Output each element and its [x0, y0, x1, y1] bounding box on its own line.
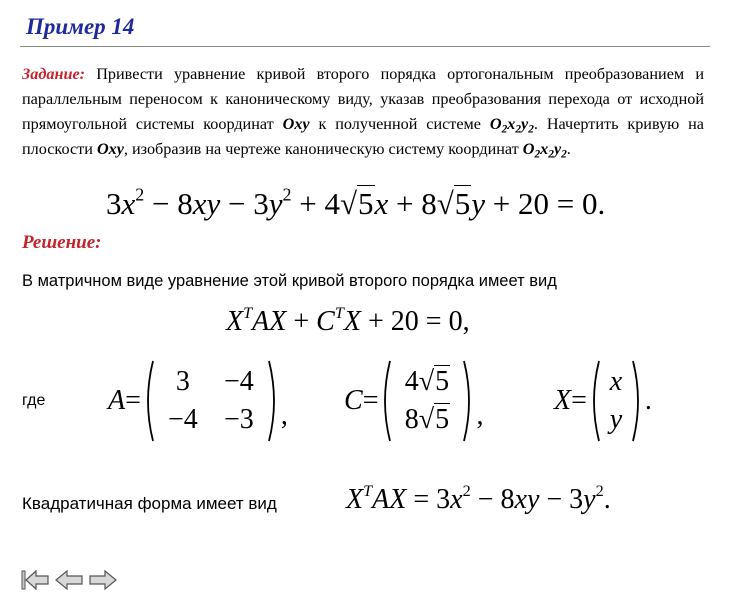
- back-to-start-button[interactable]: [20, 568, 50, 592]
- right-paren-icon: [462, 359, 476, 443]
- curve-equation: $3x^2 - 8xy - 3y^2 + 4√5x + 8√5y + 20 = 0$.: [106, 184, 606, 221]
- matrix-c-cell: 4√5: [404, 366, 450, 397]
- back-to-start-icon: [20, 568, 50, 592]
- task-system-2: $O_2x_2y_2$: [522, 140, 567, 161]
- matrix-x-cells: [601, 366, 631, 436]
- left-paren-icon: [378, 359, 392, 443]
- matrix-x-cell: x: [609, 366, 623, 397]
- matrix-equation: $X^TAX + C^TX + 20 = 0$,: [226, 303, 470, 337]
- task-text-2: к полученной системе: [309, 115, 490, 133]
- next-icon: [88, 568, 118, 592]
- previous-button[interactable]: [54, 568, 84, 592]
- task-system-1: $O_2x_2y_2$: [489, 115, 534, 136]
- matrix-c-name: C: [344, 385, 363, 416]
- matrix-a-name: A: [108, 385, 126, 416]
- task-text-4: , изобразив на чертеже каноническую систему координат: [123, 140, 523, 158]
- matrix-x-cell: y: [609, 404, 623, 435]
- matrix-a-block: A = 3 −4 −4 −3 ,: [108, 356, 288, 446]
- matrix-x-name: X: [554, 385, 572, 416]
- previous-icon: [54, 568, 84, 592]
- left-paren-icon: [141, 359, 155, 443]
- page-title: Пример 14: [26, 14, 135, 39]
- task-text-1: Привести уравнение кривой второго порядка ортогональным преобразованием и параллельным переносом к каноническому виду, указав преобразования перехода от исходной прямоугольной системы координат: [22, 65, 704, 133]
- title-divider: [20, 46, 710, 47]
- solution-label: Решение:: [22, 232, 102, 253]
- task-text-3: . Начертить кривую на плоскости: [22, 115, 704, 158]
- task-label: Задание:: [22, 65, 86, 83]
- task-paragraph: [22, 62, 704, 162]
- sqrt-sign-2: √: [436, 186, 454, 221]
- matrix-intro-text: В матричном виде уравнение этой кривой второго порядка имеет вид: [22, 272, 557, 290]
- matrix-x-block: X = x y .: [554, 356, 652, 446]
- task-oxy-1: Oxy: [282, 115, 310, 133]
- task-text-5: .: [566, 140, 571, 158]
- matrix-a-cells: [155, 366, 267, 436]
- right-paren-icon: [267, 359, 281, 443]
- matrix-a-cell: −4: [224, 366, 254, 397]
- sqrt-sign-1: √: [339, 186, 357, 221]
- matrix-c-cell: 8√5: [404, 404, 450, 435]
- matrix-c-cells: [392, 366, 462, 436]
- quadratic-form-intro: Квадратичная форма имеет вид: [22, 494, 277, 513]
- matrix-a-cell: 3: [175, 366, 190, 397]
- quadratic-form-equation: $X^TAX = 3x^2 - 8xy - 3y^2$.: [346, 481, 611, 515]
- matrix-a-cell: −3: [224, 404, 254, 435]
- matrix-a-cell: −4: [168, 404, 198, 435]
- left-paren-icon: [587, 359, 601, 443]
- where-label: где: [22, 392, 46, 409]
- task-oxy-2: Oxy: [96, 140, 124, 158]
- matrix-c-block: C = 4√5 8√5 ,: [344, 356, 483, 446]
- next-button[interactable]: [88, 568, 118, 592]
- right-paren-icon: [631, 359, 645, 443]
